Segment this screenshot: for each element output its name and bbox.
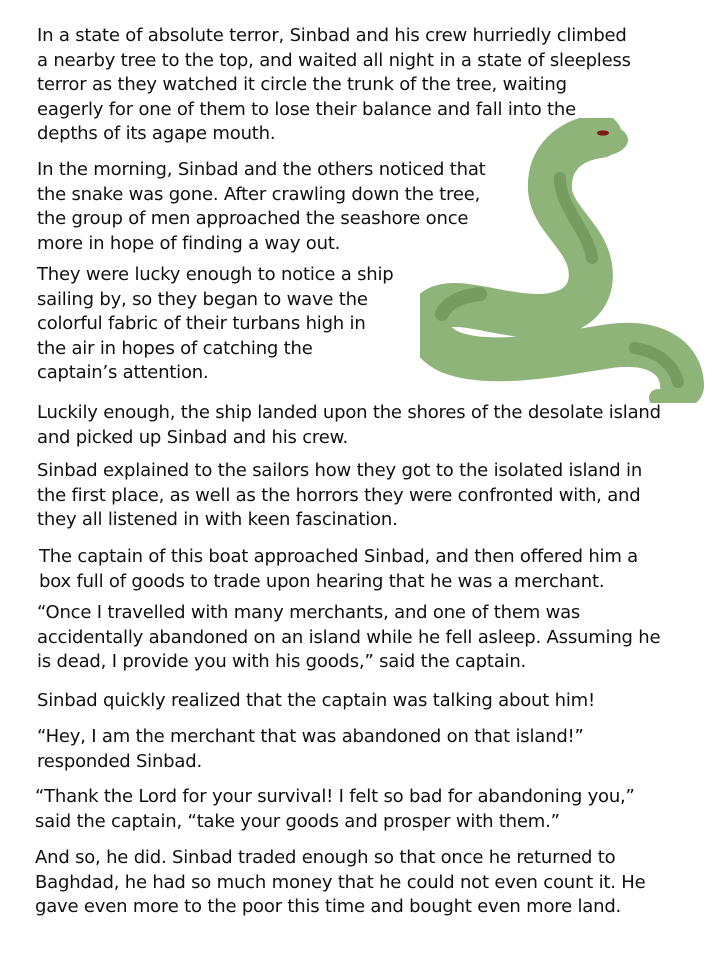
snake-head	[572, 124, 628, 156]
paragraph-line: accidentally abandoned on an island while he fell asleep. Assuming he	[37, 626, 661, 648]
paragraph-line: And so, he did. Sinbad traded enough so that once he returned to	[35, 847, 616, 868]
paragraph-line: In a state of absolute terror, Sinbad and his crew hurriedly climbed	[37, 25, 627, 46]
paragraph-line: Baghdad, he had so much money that he could not even count it. He	[35, 871, 646, 893]
paragraph-6	[39, 545, 638, 594]
paragraph-line: the first place, as well as the horrors they were confronted with, and	[37, 484, 641, 506]
paragraph-5	[37, 459, 642, 533]
paragraph-9	[37, 725, 584, 774]
paragraph-line: a nearby tree to the top, and waited all night in a state of sleepless	[37, 49, 631, 71]
paragraph-line: “Thank the Lord for your survival! I felt so bad for abandoning you,”	[35, 786, 635, 807]
paragraph-line: In the morning, Sinbad and the others noticed that	[37, 159, 486, 180]
paragraph-line: captain’s attention.	[37, 362, 209, 383]
paragraph-3	[37, 263, 394, 386]
paragraph-line: terror as they watched it circle the trunk of the tree, waiting	[37, 74, 567, 95]
paragraph-7	[37, 601, 660, 675]
paragraph-line: They were lucky enough to notice a ship	[37, 264, 394, 285]
paragraph-line: Luckily enough, the ship landed upon the shores of the desolate island	[37, 402, 661, 423]
paragraph-line: more in hope of finding a way out.	[37, 232, 341, 254]
paragraph-2	[37, 158, 486, 256]
paragraph-line: Sinbad quickly realized that the captain was talking about him!	[37, 690, 595, 711]
paragraph-line: “Hey, I am the merchant that was abandoned on that island!”	[37, 726, 584, 747]
paragraph-line: sailing by, so they began to wave the	[37, 288, 368, 310]
paragraph-line: the air in hopes of catching the	[37, 337, 313, 359]
paragraph-4	[37, 401, 661, 450]
paragraph-10	[35, 785, 635, 834]
paragraph-line: the snake was gone. After crawling down the tree,	[37, 183, 481, 205]
paragraph-line: The captain of this boat approached Sinbad, and then offered him a	[39, 546, 639, 567]
paragraph-line: the group of men approached the seashore once	[37, 208, 469, 229]
snake-eye	[597, 130, 609, 135]
paragraph-8	[37, 689, 595, 714]
paragraph-line: Sinbad explained to the sailors how they got to the isolated island in	[37, 460, 643, 481]
paragraph-line: said the captain, “take your goods and prosper with them.”	[35, 810, 560, 832]
paragraph-line: eagerly for one of them to lose their balance and fall into the	[37, 98, 576, 120]
paragraph-line: is dead, I provide you with his goods,” said the captain.	[37, 651, 527, 672]
paragraph-line: box full of goods to trade upon hearing that he was a merchant.	[39, 570, 605, 592]
paragraph-line: responded Sinbad.	[37, 750, 202, 772]
paragraph-line: and picked up Sinbad and his crew.	[37, 426, 348, 448]
paragraph-line: depths of its agape mouth.	[37, 123, 276, 144]
paragraph-line: colorful fabric of their turbans high in	[37, 313, 366, 334]
paragraph-line: gave even more to the poor this time and bought even more land.	[35, 896, 622, 917]
snake-icon	[420, 118, 710, 403]
paragraph-line: “Once I travelled with many merchants, and one of them was	[37, 602, 581, 623]
paragraph-line: they all listened in with keen fascination.	[37, 509, 398, 530]
paragraph-11	[35, 846, 646, 920]
